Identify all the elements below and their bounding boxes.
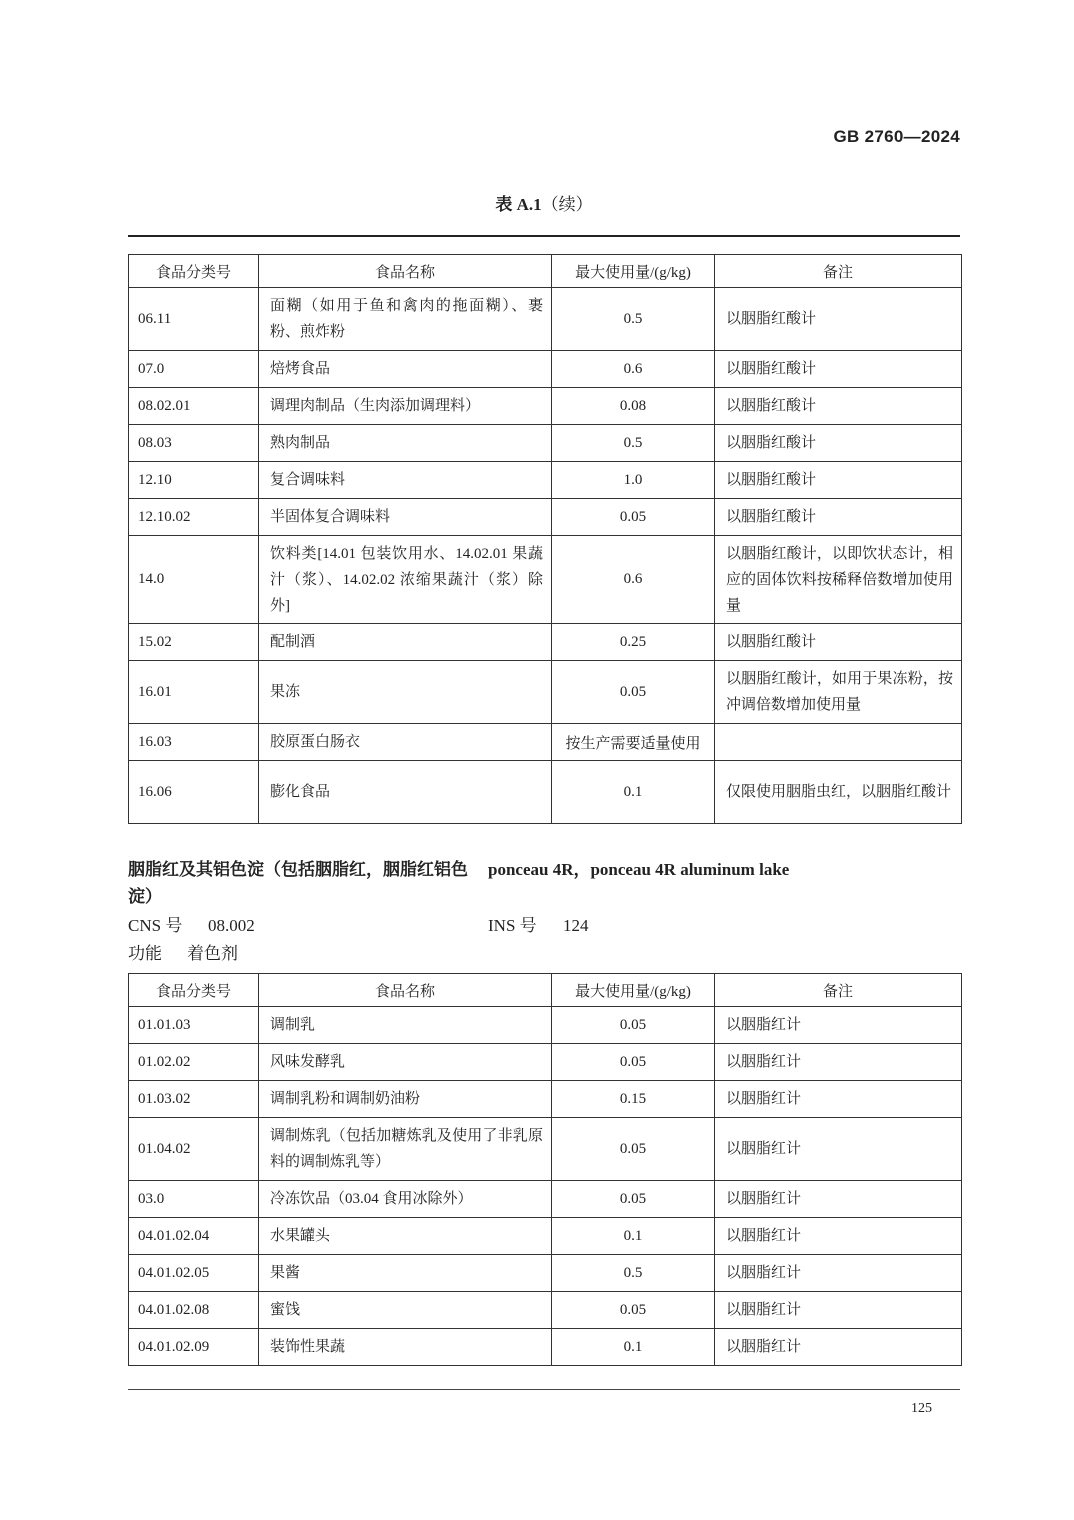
cell-note: 以胭脂红酸计，以即饮状态计，相应的固体饮料按稀释倍数增加使用量 — [715, 536, 962, 624]
cell-note: 以胭脂红计 — [715, 1081, 962, 1118]
cell-code: 16.03 — [129, 724, 259, 761]
table-row — [129, 1007, 962, 1044]
cell-max: 0.05 — [552, 1292, 715, 1329]
cell-name: 调制乳 — [259, 1007, 552, 1044]
cell-max: 0.05 — [552, 499, 715, 536]
cell-code: 16.01 — [129, 661, 259, 724]
table-caption-main: 表 A.1 — [495, 195, 542, 214]
cell-note: 以胭脂红酸计 — [715, 499, 962, 536]
top-rule — [128, 235, 960, 237]
cell-max: 0.5 — [552, 425, 715, 462]
cell-name: 装饰性果蔬 — [259, 1329, 552, 1366]
cell-max: 0.05 — [552, 1118, 715, 1181]
cell-note — [715, 724, 962, 761]
usage-table-continued — [128, 254, 962, 824]
cell-name: 胶原蛋白肠衣 — [259, 724, 552, 761]
cell-name: 果酱 — [259, 1255, 552, 1292]
table-header-row — [129, 974, 962, 1007]
cell-note: 以胭脂红计 — [715, 1118, 962, 1181]
cell-note: 以胭脂红计 — [715, 1329, 962, 1366]
cell-code: 14.0 — [129, 536, 259, 624]
cell-name: 风味发酵乳 — [259, 1044, 552, 1081]
table-row — [129, 1118, 962, 1181]
cell-max: 0.15 — [552, 1081, 715, 1118]
ins-number: 124 — [563, 916, 589, 935]
cell-max: 0.6 — [552, 351, 715, 388]
cell-note: 以胭脂红酸计 — [715, 351, 962, 388]
header-note: 备注 — [715, 974, 962, 1007]
table-row — [129, 1218, 962, 1255]
cell-max: 0.08 — [552, 388, 715, 425]
cell-name: 焙烤食品 — [259, 351, 552, 388]
cell-code: 12.10.02 — [129, 499, 259, 536]
table-row — [129, 761, 962, 824]
page-number: 125 — [911, 1401, 932, 1416]
cell-max: 0.6 — [552, 536, 715, 624]
bottom-rule — [128, 1389, 960, 1390]
cell-note: 以胭脂红计 — [715, 1292, 962, 1329]
cell-max: 0.5 — [552, 1255, 715, 1292]
cell-code: 01.01.03 — [129, 1007, 259, 1044]
cell-code: 12.10 — [129, 462, 259, 499]
cell-max: 0.5 — [552, 288, 715, 351]
cell-max: 0.05 — [552, 1181, 715, 1218]
cell-max: 0.05 — [552, 1044, 715, 1081]
function-value: 着色剂 — [187, 944, 238, 963]
cell-max: 0.25 — [552, 624, 715, 661]
cell-note: 以胭脂红计 — [715, 1007, 962, 1044]
cns-label: CNS 号 — [128, 916, 183, 935]
cell-code: 01.03.02 — [129, 1081, 259, 1118]
table-row — [129, 661, 962, 724]
table-caption — [128, 190, 960, 215]
cell-name: 调制乳粉和调制奶油粉 — [259, 1081, 552, 1118]
table-row — [129, 499, 962, 536]
cell-note: 以胭脂红酸计 — [715, 624, 962, 661]
cell-note: 以胭脂红计 — [715, 1181, 962, 1218]
header-code: 食品分类号 — [129, 255, 259, 288]
table-row — [129, 462, 962, 499]
cell-code: 04.01.02.08 — [129, 1292, 259, 1329]
cell-max: 按生产需要适量使用 — [552, 724, 715, 761]
cell-name: 调理肉制品（生肉添加调理料） — [259, 388, 552, 425]
usage-table-ponceau-4r — [128, 973, 962, 1366]
cell-note: 以胭脂红酸计，如用于果冻粉，按冲调倍数增加使用量 — [715, 661, 962, 724]
cell-name: 果冻 — [259, 661, 552, 724]
cell-code: 16.06 — [129, 761, 259, 824]
cell-code: 06.11 — [129, 288, 259, 351]
cell-code: 08.02.01 — [129, 388, 259, 425]
cell-name: 膨化食品 — [259, 761, 552, 824]
cell-code: 08.03 — [129, 425, 259, 462]
cell-name: 调制炼乳（包括加糖炼乳及使用了非乳原料的调制炼乳等） — [259, 1118, 552, 1181]
table-row — [129, 1081, 962, 1118]
cell-code: 04.01.02.05 — [129, 1255, 259, 1292]
cell-note: 以胭脂红酸计 — [715, 388, 962, 425]
cell-code: 04.01.02.09 — [129, 1329, 259, 1366]
cell-name: 水果罐头 — [259, 1218, 552, 1255]
table-row — [129, 1181, 962, 1218]
cell-note: 以胭脂红计 — [715, 1255, 962, 1292]
table-row — [129, 1329, 962, 1366]
cell-name: 熟肉制品 — [259, 425, 552, 462]
cell-name: 冷冻饮品（03.04 食用冰除外） — [259, 1181, 552, 1218]
cell-note: 以胭脂红计 — [715, 1044, 962, 1081]
cell-max: 0.1 — [552, 1329, 715, 1366]
cell-max: 0.05 — [552, 1007, 715, 1044]
cell-name: 饮料类[14.01 包装饮用水、14.02.01 果蔬汁（浆）、14.02.02 浓缩果蔬汁（浆）除外] — [259, 536, 552, 624]
ins-label: INS 号 — [488, 916, 537, 935]
additive-title-cn: 胭脂红及其铝色淀（包括胭脂红，胭脂红铝色淀） — [128, 860, 468, 906]
cell-code: 01.02.02 — [129, 1044, 259, 1081]
cell-code: 15.02 — [129, 624, 259, 661]
cell-name: 面糊（如用于鱼和禽肉的拖面糊）、裹粉、煎炸粉 — [259, 288, 552, 351]
cell-note: 仅限使用胭脂虫红，以胭脂红酸计 — [715, 761, 962, 824]
header-name: 食品名称 — [259, 255, 552, 288]
header-code: 食品分类号 — [129, 974, 259, 1007]
table-caption-suffix: （续） — [541, 195, 593, 214]
cell-name: 配制酒 — [259, 624, 552, 661]
function-label: 功能 — [128, 944, 162, 963]
cell-name: 复合调味料 — [259, 462, 552, 499]
cell-note: 以胭脂红酸计 — [715, 425, 962, 462]
cell-max: 0.05 — [552, 661, 715, 724]
cell-note: 以胭脂红计 — [715, 1218, 962, 1255]
cns-number: 08.002 — [208, 916, 255, 935]
cell-code: 04.01.02.04 — [129, 1218, 259, 1255]
additive-title-en: ponceau 4R，ponceau 4R aluminum lake — [488, 860, 790, 879]
table-row — [129, 1292, 962, 1329]
cell-note: 以胭脂红酸计 — [715, 288, 962, 351]
table-row — [129, 1255, 962, 1292]
table-row — [129, 388, 962, 425]
cell-max: 0.1 — [552, 1218, 715, 1255]
cell-code: 01.04.02 — [129, 1118, 259, 1181]
cell-name: 半固体复合调味料 — [259, 499, 552, 536]
cell-name: 蜜饯 — [259, 1292, 552, 1329]
table-header-row — [129, 255, 962, 288]
header-name: 食品名称 — [259, 974, 552, 1007]
header-note: 备注 — [715, 255, 962, 288]
cell-note: 以胭脂红酸计 — [715, 462, 962, 499]
table-row — [129, 351, 962, 388]
table-row — [129, 288, 962, 351]
header-max: 最大使用量/(g/kg) — [552, 974, 715, 1007]
cell-max: 1.0 — [552, 462, 715, 499]
table-row — [129, 1044, 962, 1081]
header-max: 最大使用量/(g/kg) — [552, 255, 715, 288]
cell-max: 0.1 — [552, 761, 715, 824]
table-row — [129, 425, 962, 462]
cell-code: 03.0 — [129, 1181, 259, 1218]
table-row — [129, 724, 962, 761]
cell-code: 07.0 — [129, 351, 259, 388]
standard-code: GB 2760—2024 — [833, 127, 960, 146]
table-row — [129, 536, 962, 624]
table-row — [129, 624, 962, 661]
